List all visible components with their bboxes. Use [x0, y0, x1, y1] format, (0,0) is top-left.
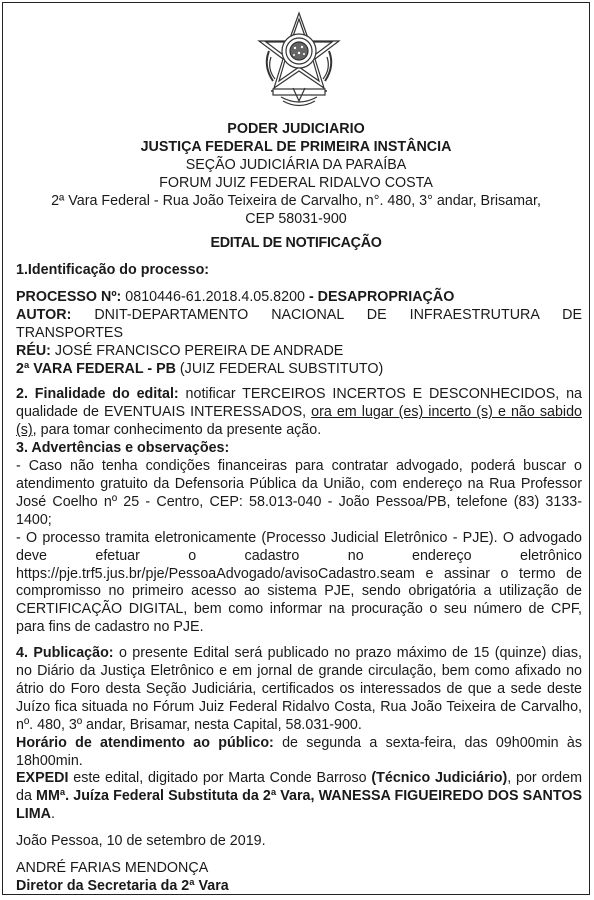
section2-underlined: ora em lugar (es) incerto (s) e não sabido (s)	[16, 404, 582, 439]
horario-label: Horário de atendimento ao público:	[16, 734, 274, 751]
horario-text: de segunda a sexta-feira, das 09h00min às 18h00min.	[16, 734, 582, 769]
horario-paragraph	[16, 735, 582, 771]
expedi-text-2: , por ordem da	[16, 770, 582, 805]
section2-label: 2. Finalidade do edital:	[16, 386, 179, 403]
autor-label: AUTOR:	[16, 306, 72, 323]
header-line-1: PODER JUDICIARIO	[227, 121, 365, 137]
place-date: João Pessoa, 10 de setembro de 2019.	[16, 833, 266, 850]
header-line-6: CEP 58031-900	[245, 211, 347, 227]
expedi-end: .	[50, 806, 55, 823]
vara-value: (JUIZ FEDERAL SUBSTITUTO)	[175, 360, 384, 377]
processo-label: PROCESSO Nº:	[16, 288, 122, 305]
reu-value: JOSÉ FRANCISCO PEREIRA DE ANDRADE	[50, 342, 344, 359]
expedi-label: EXPEDI	[16, 770, 69, 787]
expedi-text: este edital, digitado por Marta Conde Barroso	[68, 770, 372, 787]
header-line-5: 2ª Vara Federal - Rua João Teixeira de Carvalho, n°. 480, 3° andar, Brisamar,	[51, 193, 541, 209]
signer-title: Diretor da Secretaria da 2ª Vara	[16, 878, 229, 894]
section2-text-b: , para tomar conhecimento da presente ação.	[32, 422, 322, 439]
expedi-paragraph	[16, 770, 582, 824]
brazil-coat-of-arms-icon	[253, 11, 345, 111]
section1-heading: 1.Identificação do processo:	[16, 262, 210, 278]
section4-text: o presente Edital será publicado no prazo máximo de 15 (quinze) dias, no Diário da Justiça Eletrônico e em jornal de grande circulação, bem como afixado no átrio do Foro desta Seção Judiciária, certificados os interessados de que a sede deste Juízo fica situada no Fórum Juiz Federal Ridalvo Costa, Rua João Teixeira de Carvalho, nº. 480, 3º andar, Brisamar, nesta Capital, 58.031-900.	[16, 645, 582, 733]
autor-line	[16, 307, 582, 343]
reu-label: RÉU:	[16, 342, 51, 359]
header-line-3: SEÇÃO JUDICIÁRIA DA PARAÍBA	[185, 157, 407, 173]
court-header	[3, 120, 589, 228]
expedi-judge: MMª. Juíza Federal Substituta da 2ª Vara, WANESSA FIGUEIREDO DOS SANTOS LIMA	[16, 788, 582, 823]
section3-heading: 3. Advertências e observações:	[16, 440, 230, 457]
autor-value: DNIT-DEPARTAMENTO NACIONAL DE INFRAESTRUTURA DE TRANSPORTES	[16, 306, 582, 341]
section3-paragraph-2: - O processo tramita eletronicamente (Processo Judicial Eletrônico - PJE). O advogado deve efetuar o cadastro no endereço eletrônico https://pje.trf5.jus.br/pje/PessoaAdvogado/avisoCadastro.seam e assinar o termo de compromisso no primeiro acesso ao sistema PJE, sendo obrigatória a utilização de CERTIFICAÇÃO DIGITAL, bem como informar na procuração o seu número de CPF, para fins de cadastro no PJE.	[16, 529, 582, 636]
section3-paragraph-1: - Caso não tenha condições financeiras para contratar advogado, poderá buscar o atendimento gratuito da Defensoria Pública da União, com endereço na Rua Professor José Coelho nº 25 - Centro, CEP: 58.013-040 - João Pessoa/PB, telefone (83) 3133-1400;	[16, 458, 582, 528]
signer-name: ANDRÉ FARIAS MENDONÇA	[16, 860, 209, 877]
edital-frame	[2, 2, 590, 895]
processo-number: 0810446-61.2018.4.05.8200	[121, 288, 309, 305]
vara-label: 2ª VARA FEDERAL - PB	[16, 360, 176, 377]
header-line-4: FORUM JUIZ FEDERAL RIDALVO COSTA	[159, 175, 433, 191]
reu-line	[16, 343, 582, 361]
header-line-2: JUSTIÇA FEDERAL DE PRIMEIRA INSTÂNCIA	[140, 139, 452, 155]
document-title: EDITAL DE NOTIFICAÇÃO	[210, 235, 382, 251]
expedi-role: (Técnico Judiciário)	[371, 770, 508, 787]
edital-body	[16, 262, 582, 896]
processo-line	[16, 289, 582, 307]
section2-text-a: notificar TERCEIROS INCERTOS E DESCONHECIDOS, na qualidade de EVENTUAIS INTERESSADOS,	[16, 386, 582, 421]
section2-paragraph	[16, 386, 582, 440]
processo-type: - DESAPROPRIAÇÃO	[308, 288, 455, 305]
vara-line	[16, 361, 582, 379]
section4-label: 4. Publicação:	[16, 645, 114, 662]
section4-paragraph	[16, 645, 582, 735]
